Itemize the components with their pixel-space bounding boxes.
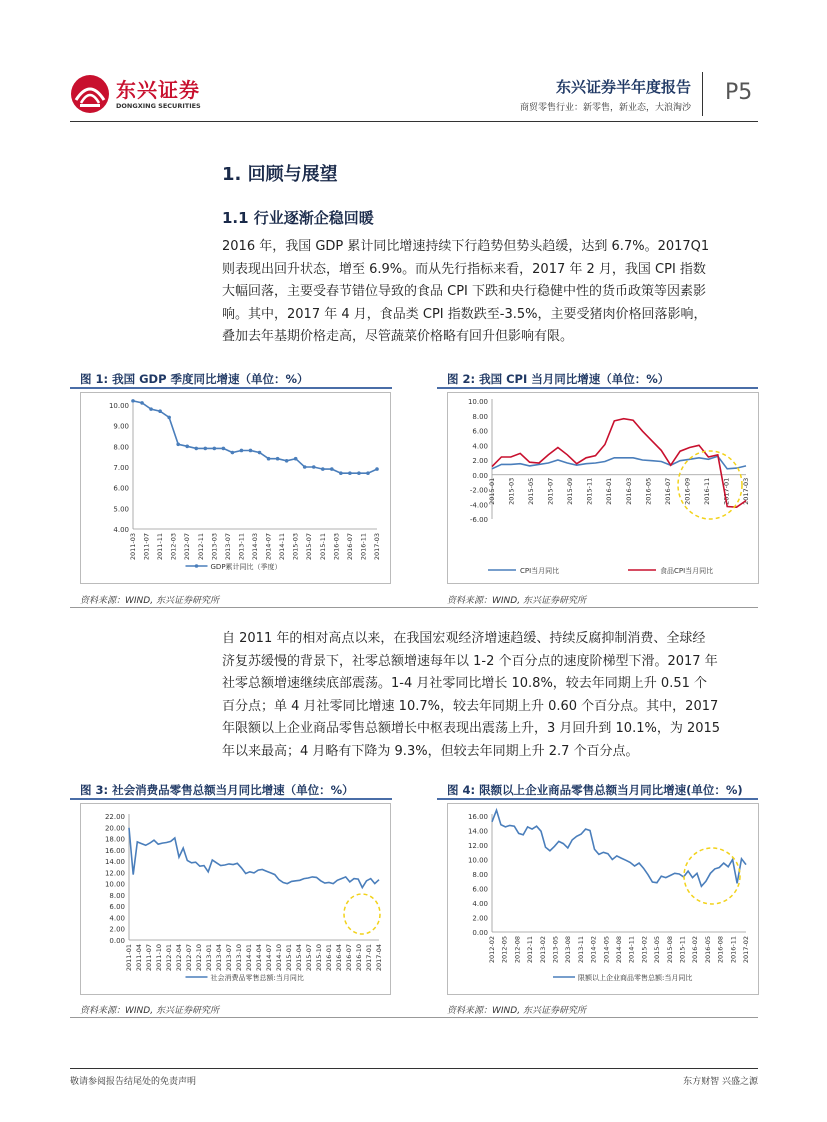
paragraph-line: 百分点；单 4 月社零同比增速 10.7%，较去年同期上升 0.60 个百分点。其中，2017 [222,698,719,714]
x-tick-label: 2016-09 [683,477,692,505]
x-tick-label: 2012-07 [183,533,192,561]
x-tick-label: 2016-05 [703,936,712,964]
data-point [375,467,379,471]
y-tick-label: 14.00 [104,858,125,867]
y-tick-label: 4.00 [472,442,488,451]
y-tick-label: 8.00 [472,871,488,879]
y-tick-label: 8.00 [472,412,488,421]
x-tick-label: 2014-05 [602,936,611,964]
data-point [194,447,198,451]
x-tick-label: 2012-02 [488,936,496,964]
y-tick-label: 12.00 [467,842,488,850]
y-tick-label: 14.00 [467,827,488,836]
x-tick-label: 2016-07 [663,477,672,505]
x-tick-label: 2014-11 [278,533,287,561]
x-tick-label: 2013-04 [215,944,223,972]
x-tick-label: 2012-04 [175,944,183,972]
x-tick-label: 2015-04 [295,944,303,972]
paragraph-line: 济复苏缓慢的背景下，社零总额增速每年以 1-2 个百分点的速度阶梯型下滑。2017 年 [222,653,718,669]
x-tick-label: 2015-09 [566,477,575,505]
x-tick-label: 2011-11 [156,533,165,561]
figure-4-frame [447,803,759,995]
y-tick-label: 8.00 [113,443,129,452]
data-point [131,399,135,403]
x-tick-label: 2011-10 [155,944,163,972]
highlight-circle [684,848,740,904]
paragraph-line: 大幅回落，主要受春节错位导致的食品 CPI 下跌和央行稳健中性的货币政策等因素影 [222,284,707,299]
x-tick-label: 2017-01 [365,944,373,972]
footer-disclaimer: 敬请参阅报告结尾处的免责声明 [70,1077,197,1087]
y-tick-label: 4.00 [113,526,129,534]
x-tick-label: 2013-05 [551,936,560,964]
x-tick-label: 2014-01 [245,944,253,972]
data-point [321,467,325,471]
x-tick-label: 2013-11 [237,533,246,561]
y-tick-label: 22.00 [104,813,125,821]
x-tick-label: 2016-10 [355,944,363,972]
paragraph-line: 自 2011 年的相对高点以来，在我国宏观经济增速趋缓、持续反腐抑制消费、全球经 [222,631,706,646]
x-tick-label: 2015-07 [546,477,555,505]
y-tick-label: 0.00 [472,471,488,480]
x-tick-label: 2017-01 [722,477,731,505]
x-tick-label: 2014-07 [264,533,273,561]
y-tick-label: -6.00 [469,516,488,524]
y-tick-label: 12.00 [104,869,125,878]
x-tick-label: 2016-04 [335,944,343,972]
paragraph-line: 社零总额增速继续底部震荡。1-4 月社零同比增长 10.8%，较去年同期上升 0.51 个 [222,676,708,691]
legend-label: 食品CPI当月同比 [660,567,714,575]
data-point [158,409,162,413]
data-point [249,449,253,453]
x-tick-label: 2012-10 [195,944,203,972]
x-tick-label: 2014-03 [251,533,259,561]
x-tick-label: 2016-01 [325,944,333,972]
data-point [312,465,316,469]
gdp-chart [81,393,390,583]
y-tick-label: 16.00 [104,846,125,855]
x-tick-label: 2012-07 [185,944,193,972]
x-tick-label: 2016-11 [359,533,368,561]
page-number: P5 [725,80,753,105]
x-tick-label: 2015-02 [640,936,649,964]
x-tick-label: 2017-04 [375,944,383,972]
source-note-2: 资料来源：WIND, 东兴证券研究所 [447,596,586,606]
paragraph-2 [222,628,758,763]
paragraph-line: 响。其中，2017 年 4 月，食品类 CPI 指数跌至-3.5%，主要受猪肉价格回落影响， [222,306,707,322]
x-tick-label: 2012-11 [196,533,205,561]
source-rule [70,607,758,608]
legend-label: 社会消费品零售总额:当月同比 [210,974,304,982]
x-tick-label: 2016-08 [716,936,725,964]
paragraph-line: 叠加去年基期价格走高，尽管蔬菜价格略有回升但影响有限。 [222,329,574,344]
figure-1-rule [70,387,392,389]
x-tick-label: 2015-05 [653,936,662,964]
header-divider [702,72,703,116]
y-tick-label: 2.00 [109,925,125,934]
y-tick-label: 0.00 [109,937,125,945]
x-tick-label: 2013-07 [225,944,233,972]
x-tick-label: 2011-07 [145,944,153,972]
figure-4-title: 图 4: 限额以上企业商品零售总额当月同比增速(单位：%) [447,783,743,797]
figure-4-rule [437,798,758,800]
x-tick-label: 2013-01 [205,944,213,972]
data-point [294,457,298,461]
cpi-chart [448,393,758,583]
x-tick-label: 2014-04 [255,944,263,972]
x-tick-label: 2013-08 [564,936,573,964]
y-tick-label: 8.00 [109,891,125,900]
figure-1-frame [80,392,391,584]
figure-2-rule [437,387,758,389]
logo [70,70,200,116]
y-tick-label: 4.00 [109,914,125,923]
paragraph-line: 年以来最高；4 月略有下降为 9.3%，但较去年同期上升 2.7 个百分点。 [222,743,639,759]
x-tick-label: 2016-03 [624,477,633,505]
x-tick-label: 2014-08 [615,936,623,964]
figure-1-title: 图 1: 我国 GDP 季度同比增速（单位：%） [80,372,309,386]
y-tick-label: 20.00 [104,824,125,833]
logo-cn: 东兴证券 [116,78,200,102]
y-tick-label: 10.00 [104,880,125,889]
x-tick-label: 2013-03 [210,533,219,561]
x-tick-label: 2012-11 [526,936,535,964]
x-tick-label: 2016-02 [691,936,700,964]
header-rule [70,121,758,122]
source-note-3: 资料来源：WIND, 东兴证券研究所 [80,1006,219,1016]
y-tick-label: 6.00 [109,903,125,912]
data-point [303,465,307,469]
y-tick-label: 10.00 [467,856,488,865]
data-point [240,449,244,453]
data-point [167,416,171,420]
x-tick-label: 2016-11 [729,936,738,964]
figure-3-title: 图 3: 社会消费品零售总额当月同比增速（单位：%） [80,783,354,797]
x-tick-label: 2015-10 [315,944,323,972]
data-point [366,471,370,475]
footer-rule [70,1068,758,1069]
x-tick-label: 2014-10 [275,944,283,972]
paragraph-line: 2016 年，我国 GDP 累计同比增速持续下行趋势但势头趋缓，达到 6.7%。2017Q1 [222,239,710,254]
x-tick-label: 2015-05 [527,477,536,505]
x-tick-label: 2014-11 [627,936,636,964]
y-tick-label: 2.00 [472,457,488,465]
data-point [348,471,352,475]
x-tick-label: 2015-07 [305,944,313,972]
x-tick-label: 2014-07 [265,944,273,972]
legend-marker [195,564,199,568]
logo-en: DONGXING SECURITIES [116,102,201,110]
x-tick-label: 2011-01 [125,944,133,972]
x-tick-label: 2015-03 [291,533,300,561]
source-rule-2 [70,1017,758,1018]
x-tick-label: 2012-01 [165,944,173,972]
x-tick-label: 2016-07 [345,944,353,972]
x-tick-label: 2015-03 [507,477,516,505]
x-tick-label: 2015-01 [488,477,496,505]
y-tick-label: 6.00 [472,885,488,894]
y-tick-label: 4.00 [472,900,488,908]
y-tick-label: 18.00 [104,835,125,844]
logo-mark-icon [70,74,110,114]
legend-label: GDP累计同比（季度） [210,563,282,571]
data-point [231,451,235,455]
retail-sales-chart [81,804,390,994]
x-tick-label: 2016-07 [345,533,354,561]
subsection-heading: 1.1 行业逐渐企稳回暖 [222,209,374,227]
y-tick-label: 16.00 [467,813,488,821]
data-point [330,467,334,471]
x-tick-label: 2016-03 [332,533,341,561]
x-tick-label: 2013-11 [576,936,585,964]
x-tick-label: 2013-02 [538,936,547,964]
x-tick-label: 2015-11 [678,936,687,964]
data-point [258,451,262,455]
x-tick-label: 2012-03 [169,533,178,561]
y-tick-label: 9.00 [113,422,129,431]
x-tick-label: 2013-10 [235,944,243,972]
y-tick-label: -2.00 [469,486,488,495]
y-tick-label: 6.00 [472,427,488,436]
y-tick-label: -4.00 [469,501,488,510]
figure-3-frame [80,803,391,995]
data-point [140,401,144,405]
data-point [185,445,189,449]
data-point [213,447,217,451]
figure-3-rule [70,798,392,800]
data-point [276,457,280,461]
data-point [267,457,271,461]
x-tick-label: 2015-11 [585,477,594,505]
x-tick-label: 2013-07 [223,533,232,561]
paragraph-1 [222,236,758,349]
legend-label: CPI当月同比 [520,567,560,575]
y-tick-label: 0.00 [472,929,488,937]
x-tick-label: 2011-07 [142,533,151,561]
report-subtitle: 商贸零售行业：新零售，新业态，大浪淘沙 [519,103,691,113]
highlight-circle [344,894,380,934]
data-point [203,447,207,451]
data-point [149,407,153,411]
figure-2-frame [447,392,759,584]
source-note-1: 资料来源：WIND, 东兴证券研究所 [80,596,219,606]
y-tick-label: 2.00 [472,914,488,923]
data-point [176,442,180,446]
y-tick-label: 5.00 [113,505,129,514]
x-tick-label: 2015-01 [285,944,293,972]
series-line [129,828,379,888]
data-point [339,471,343,475]
x-tick-label: 2016-05 [644,477,653,505]
y-tick-label: 6.00 [113,484,129,493]
x-tick-label: 2015-08 [665,936,674,964]
x-tick-label: 2014-02 [589,936,598,964]
x-tick-label: 2015-11 [318,533,327,561]
large-retail-chart [448,804,758,994]
legend-label: 限额以上企业商品零售总额:当月同比 [578,974,693,982]
y-tick-label: 10.00 [108,402,129,410]
data-point [357,471,361,475]
data-point [222,447,226,451]
data-point [285,459,289,463]
x-tick-label: 2011-04 [135,944,143,972]
footer-slogan: 东方财智 兴盛之源 [683,1077,758,1087]
x-tick-label: 2012-08 [513,936,522,964]
x-tick-label: 2016-01 [605,477,614,505]
x-tick-label: 2017-03 [742,477,750,505]
figure-2-title: 图 2: 我国 CPI 当月同比增速（单位：%） [447,372,670,386]
y-tick-label: 10.00 [467,398,488,406]
x-tick-label: 2016-11 [702,477,711,505]
series-line [133,401,377,473]
x-tick-label: 2017-03 [373,533,381,561]
source-note-4: 资料来源：WIND, 东兴证券研究所 [447,1006,586,1016]
x-tick-label: 2012-05 [500,936,509,964]
paragraph-line: 则表现出回升状态，增至 6.9%。而从先行指标来看，2017 年 2 月，我国 CPI 指数 [222,261,706,277]
section-heading: 1. 回顾与展望 [222,164,338,185]
report-title: 东兴证券半年度报告 [555,78,691,96]
paragraph-line: 年限额以上企业商品零售总额增长中枢表现出震荡上升，3 月回升到 10.1%，为 2015 [222,721,721,736]
x-tick-label: 2017-02 [742,936,750,964]
x-tick-label: 2015-07 [305,533,314,561]
y-tick-label: 7.00 [113,464,129,472]
x-tick-label: 2011-03 [129,533,137,561]
